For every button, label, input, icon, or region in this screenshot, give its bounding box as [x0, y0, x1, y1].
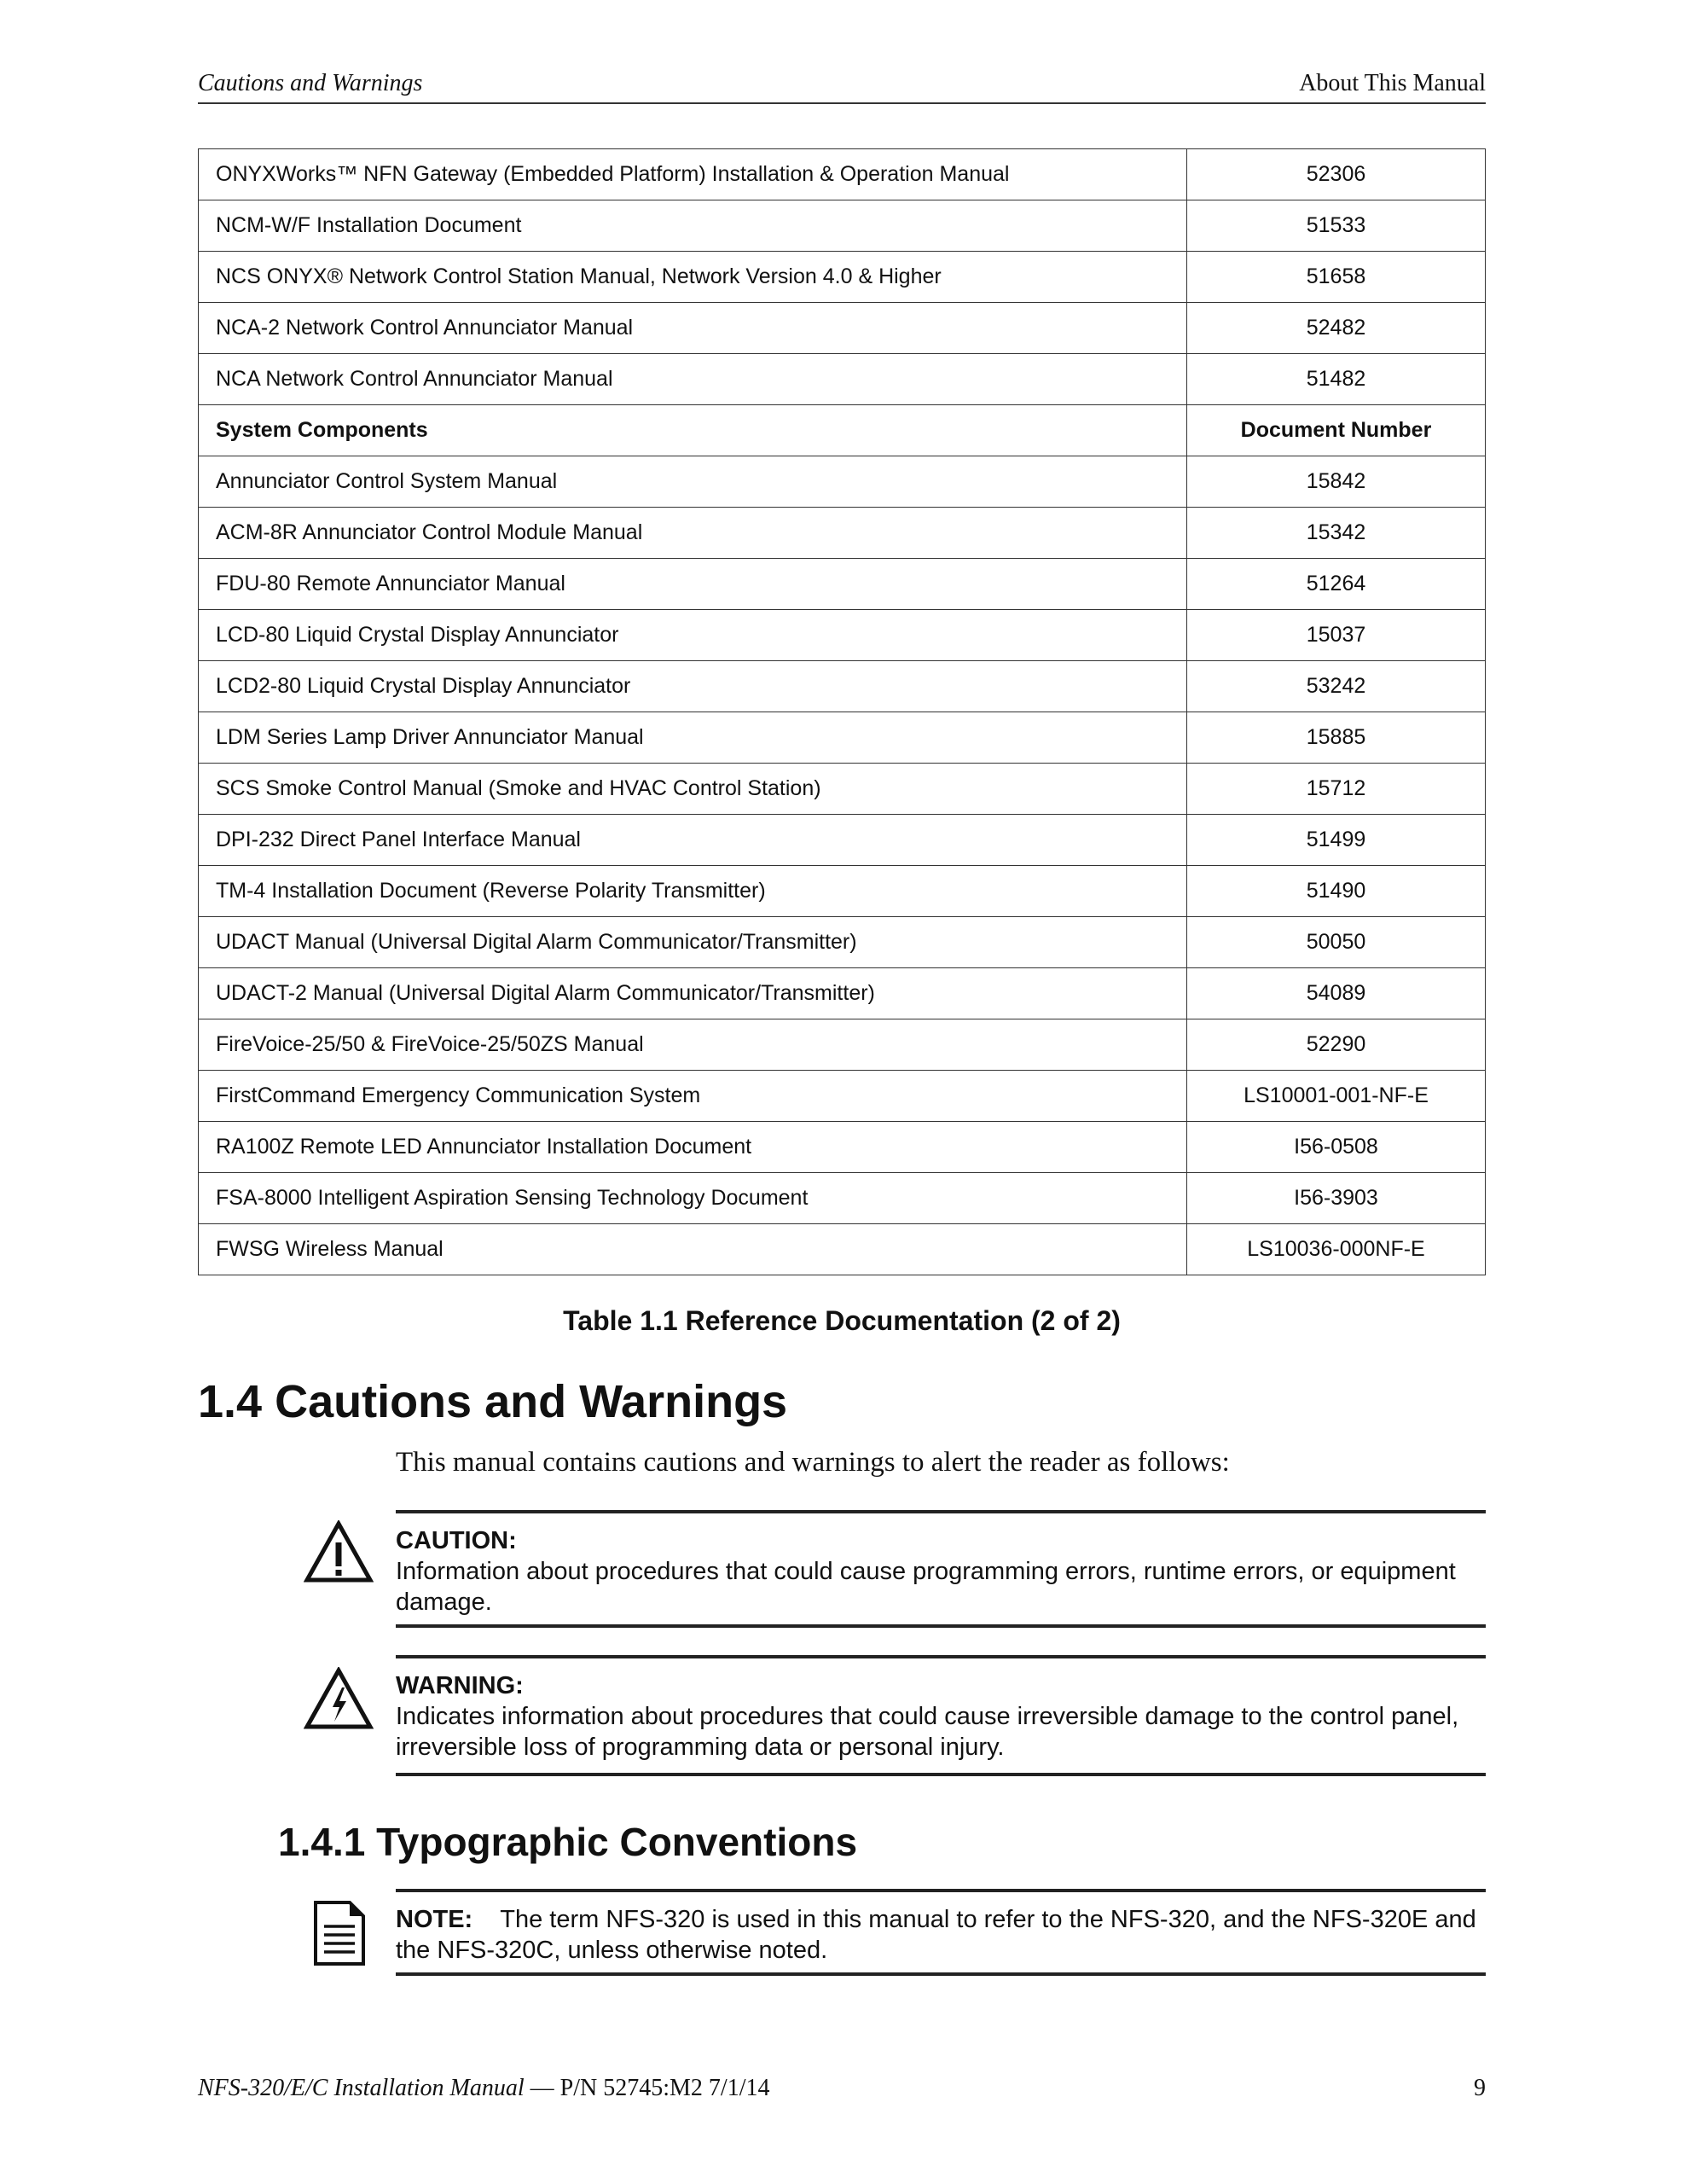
subsection-heading: 1.4.1 Typographic Conventions [278, 1820, 858, 1864]
table-subheader-row [199, 405, 1486, 456]
document-title-cell: FWSG Wireless Manual [199, 1224, 1187, 1275]
table-row [199, 1122, 1486, 1173]
table-row [199, 764, 1486, 815]
footer-manual-title: NFS-320/E/C Installation Manual [198, 2075, 525, 2101]
document-number-cell: 53242 [1187, 661, 1486, 712]
warning-callout [396, 1655, 1486, 1776]
table-row [199, 1071, 1486, 1122]
document-number-cell: 52290 [1187, 1019, 1486, 1071]
document-title-cell: LDM Series Lamp Driver Annunciator Manual [199, 712, 1187, 764]
table-row [199, 866, 1486, 917]
section-heading: 1.4 Cautions and Warnings [198, 1376, 788, 1427]
section-intro: This manual contains cautions and warnings to alert the reader as follows: [396, 1447, 1230, 1478]
warning-title: WARNING: [396, 1672, 524, 1699]
document-title-cell: LCD-80 Liquid Crystal Display Annunciator [199, 610, 1187, 661]
document-number-cell: 50050 [1187, 917, 1486, 968]
reference-documentation-table [198, 148, 1486, 1275]
document-number-cell: I56-3903 [1187, 1173, 1486, 1224]
document-title-cell: FSA-8000 Intelligent Aspiration Sensing Technology Document [199, 1173, 1187, 1224]
document-number-cell: 51499 [1187, 815, 1486, 866]
header-chapter-title: About This Manual [1299, 70, 1486, 96]
document-number-cell: 15037 [1187, 610, 1486, 661]
table-row [199, 661, 1486, 712]
document-number-cell: 51490 [1187, 866, 1486, 917]
document-title-cell: NCS ONYX® Network Control Station Manual, Network Version 4.0 & Higher [199, 252, 1187, 303]
table-row [199, 303, 1486, 354]
document-title-cell: NCA-2 Network Control Annunciator Manual [199, 303, 1187, 354]
table-row [199, 712, 1486, 764]
table-row [199, 968, 1486, 1019]
document-number-cell: 51533 [1187, 200, 1486, 252]
caution-callout [396, 1510, 1486, 1628]
page-number: 9 [1474, 2075, 1486, 2101]
table-row [199, 815, 1486, 866]
table-row [199, 1173, 1486, 1224]
document-number-cell: 15712 [1187, 764, 1486, 815]
column-header-components: System Components [199, 405, 1187, 456]
document-title-cell: ACM-8R Annunciator Control Module Manual [199, 508, 1187, 559]
document-title-cell: SCS Smoke Control Manual (Smoke and HVAC Control Station) [199, 764, 1187, 815]
warning-text: Indicates information about procedures that could cause irreversible damage to the control panel, irreversible loss of programming data or personal injury. [396, 1703, 1459, 1761]
document-title-cell: ONYXWorks™ NFN Gateway (Embedded Platform) Installation & Operation Manual [199, 149, 1187, 200]
note-callout [396, 1889, 1486, 1976]
caution-icon [304, 1520, 374, 1583]
document-title-cell: FirstCommand Emergency Communication System [199, 1071, 1187, 1122]
document-number-cell: 52482 [1187, 303, 1486, 354]
footer-manual-info [198, 2075, 769, 2102]
header-section-title: Cautions and Warnings [198, 70, 423, 96]
table-row [199, 508, 1486, 559]
table-row [199, 149, 1486, 200]
document-number-cell: 15342 [1187, 508, 1486, 559]
table-row [199, 200, 1486, 252]
table-row [199, 1019, 1486, 1071]
document-title-cell: NCM-W/F Installation Document [199, 200, 1187, 252]
caution-text: Information about procedures that could cause programming errors, runtime errors, or equipment damage. [396, 1558, 1456, 1616]
table-row [199, 456, 1486, 508]
document-title-cell: DPI-232 Direct Panel Interface Manual [199, 815, 1187, 866]
table-row [199, 559, 1486, 610]
document-title-cell: UDACT Manual (Universal Digital Alarm Communicator/Transmitter) [199, 917, 1187, 968]
table-row [199, 917, 1486, 968]
document-title-cell: TM-4 Installation Document (Reverse Polarity Transmitter) [199, 866, 1187, 917]
document-number-cell: I56-0508 [1187, 1122, 1486, 1173]
table-row [199, 354, 1486, 405]
document-number-cell: 15842 [1187, 456, 1486, 508]
note-icon [312, 1899, 367, 1967]
table-caption: Table 1.1 Reference Documentation (2 of 2) [563, 1305, 1121, 1336]
running-header [198, 67, 1486, 104]
document-number-cell: 51658 [1187, 252, 1486, 303]
table-row [199, 252, 1486, 303]
document-number-cell: 51482 [1187, 354, 1486, 405]
page-footer [198, 2075, 1486, 2102]
document-number-cell: 51264 [1187, 559, 1486, 610]
document-title-cell: NCA Network Control Annunciator Manual [199, 354, 1187, 405]
document-title-cell: RA100Z Remote LED Annunciator Installation Document [199, 1122, 1187, 1173]
document-title-cell: Annunciator Control System Manual [199, 456, 1187, 508]
table-row [199, 610, 1486, 661]
document-title-cell: LCD2-80 Liquid Crystal Display Annunciator [199, 661, 1187, 712]
document-number-cell: 52306 [1187, 149, 1486, 200]
document-number-cell: 54089 [1187, 968, 1486, 1019]
table-row [199, 1224, 1486, 1275]
caution-title: CAUTION: [396, 1527, 517, 1554]
document-title-cell: UDACT-2 Manual (Universal Digital Alarm Communicator/Transmitter) [199, 968, 1187, 1019]
document-title-cell: FDU-80 Remote Annunciator Manual [199, 559, 1187, 610]
document-number-cell: 15885 [1187, 712, 1486, 764]
column-header-document-number: Document Number [1187, 405, 1486, 456]
note-text: The term NFS-320 is used in this manual to refer to the NFS-320, and the NFS-320E and the NFS-320C, unless otherwise noted. [396, 1906, 1476, 1964]
warning-icon [304, 1667, 374, 1730]
document-title-cell: FireVoice-25/50 & FireVoice-25/50ZS Manual [199, 1019, 1187, 1071]
document-number-cell: LS10036-000NF-E [1187, 1224, 1486, 1275]
footer-part-number: — P/N 52745:M2 7/1/14 [524, 2075, 770, 2101]
note-title: NOTE: [396, 1906, 473, 1933]
document-number-cell: LS10001-001-NF-E [1187, 1071, 1486, 1122]
